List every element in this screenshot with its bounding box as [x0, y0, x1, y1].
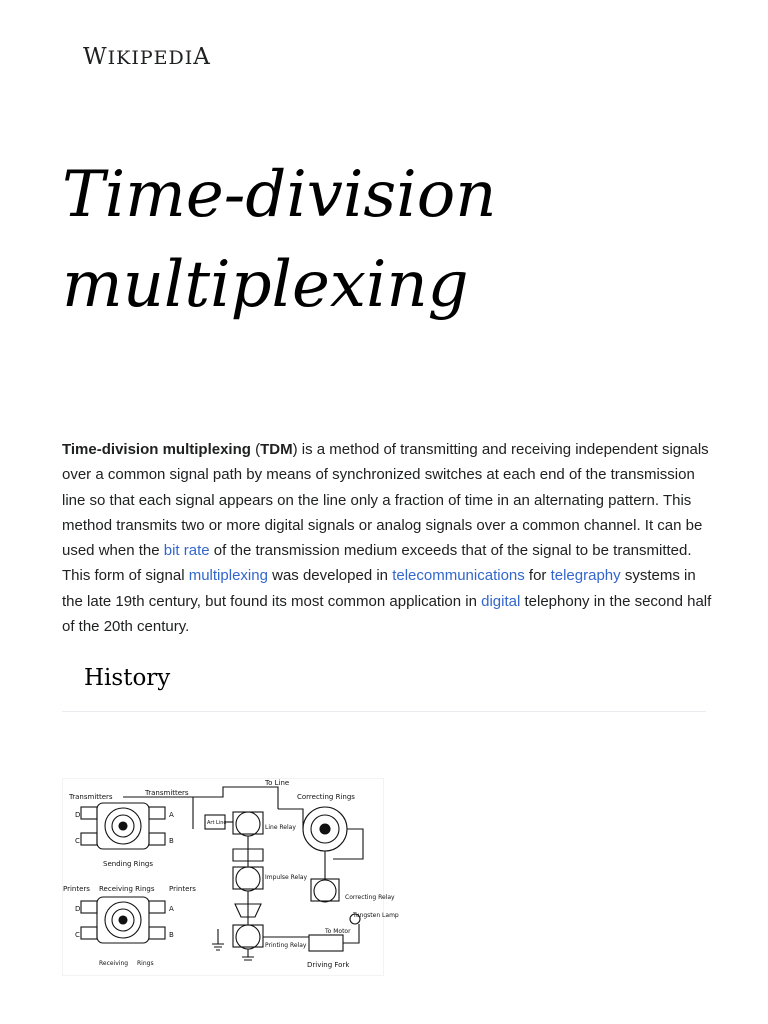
lead-text: was developed in [267, 567, 393, 585]
label-tungsten-lamp: Tungsten Lamp [353, 912, 399, 919]
label-sending-rings: Sending Rings [103, 860, 154, 868]
label-impulse-relay: Impulse Relay [265, 874, 308, 881]
label-a-bottom: A [169, 905, 174, 913]
label-c-bottom: C [75, 931, 80, 939]
label-transmitters-left: Transmitters [69, 793, 113, 801]
title-line-1: Time-division [62, 158, 497, 232]
label-art-line: Art Line [207, 820, 227, 826]
title-line-2: multiplexing [62, 248, 469, 322]
label-printers-right: Printers [169, 885, 196, 893]
label-transmitters-right: Transmitters [145, 789, 189, 797]
label-c-top: C [75, 837, 80, 845]
section-heading-history: History [84, 665, 171, 691]
logo-initial: W [83, 44, 108, 70]
link-digital[interactable]: digital [481, 592, 521, 610]
logo-final: A [193, 44, 211, 70]
lead-text: telephony in the second half of the 20th century. [62, 592, 712, 636]
lead-paragraph [62, 437, 712, 639]
link-bit-rate[interactable]: bit rate [163, 542, 210, 560]
lead-text: systems in the late 19th century, but found its most common application in [62, 567, 696, 610]
lead-text: ( [250, 441, 261, 458]
wikipedia-logo[interactable] [83, 44, 211, 70]
label-to-line: To Line [265, 779, 290, 787]
label-correcting-rings: Correcting Rings [297, 793, 355, 801]
label-b-bottom: B [169, 931, 174, 939]
link-telegraphy[interactable]: telegraphy [550, 567, 621, 585]
label-printers-left: Printers [63, 885, 90, 893]
section-divider [62, 711, 706, 712]
link-telecommunications[interactable]: telecommunications [392, 567, 525, 585]
lead-text: of the transmission medium exceeds that of the signal to be transmitted. This form of signal [62, 542, 692, 585]
label-rings: Rings [137, 960, 154, 967]
label-d-top: D [75, 811, 81, 819]
telegraph-circuit-diagram [63, 779, 399, 975]
lead-abbreviation: TDM [260, 441, 293, 458]
label-printing-relay: Printing Relay [265, 942, 307, 949]
lead-text: ) is a method of transmitting and receiving independent signals over a common signal path by means of synchronized switches at each end of the transmission line so that each signal appears on the line only a fraction of time in an alternating pattern. This method transmits two or more digital signals or analog signals over a common channel. It can be used when the [62, 441, 709, 560]
lead-term: Time-division multiplexing [62, 441, 251, 458]
label-driving-fork: Driving Fork [307, 961, 350, 969]
link-multiplexing[interactable]: multiplexing [188, 567, 268, 585]
label-correcting-relay: Correcting Relay [345, 894, 395, 901]
page-title [62, 150, 722, 330]
label-b-top: B [169, 837, 174, 845]
label-a-top: A [169, 811, 174, 819]
lead-text: for [524, 567, 551, 585]
label-to-motor: To Motor [325, 928, 351, 935]
label-d-bottom: D [75, 905, 81, 913]
label-receiving-rings: Receiving Rings [99, 885, 155, 893]
history-figure-image[interactable] [62, 778, 399, 976]
label-line-relay: Line Relay [265, 824, 296, 831]
logo-middle: IKIPEDI [107, 47, 194, 69]
label-receiving: Receiving [99, 960, 129, 967]
